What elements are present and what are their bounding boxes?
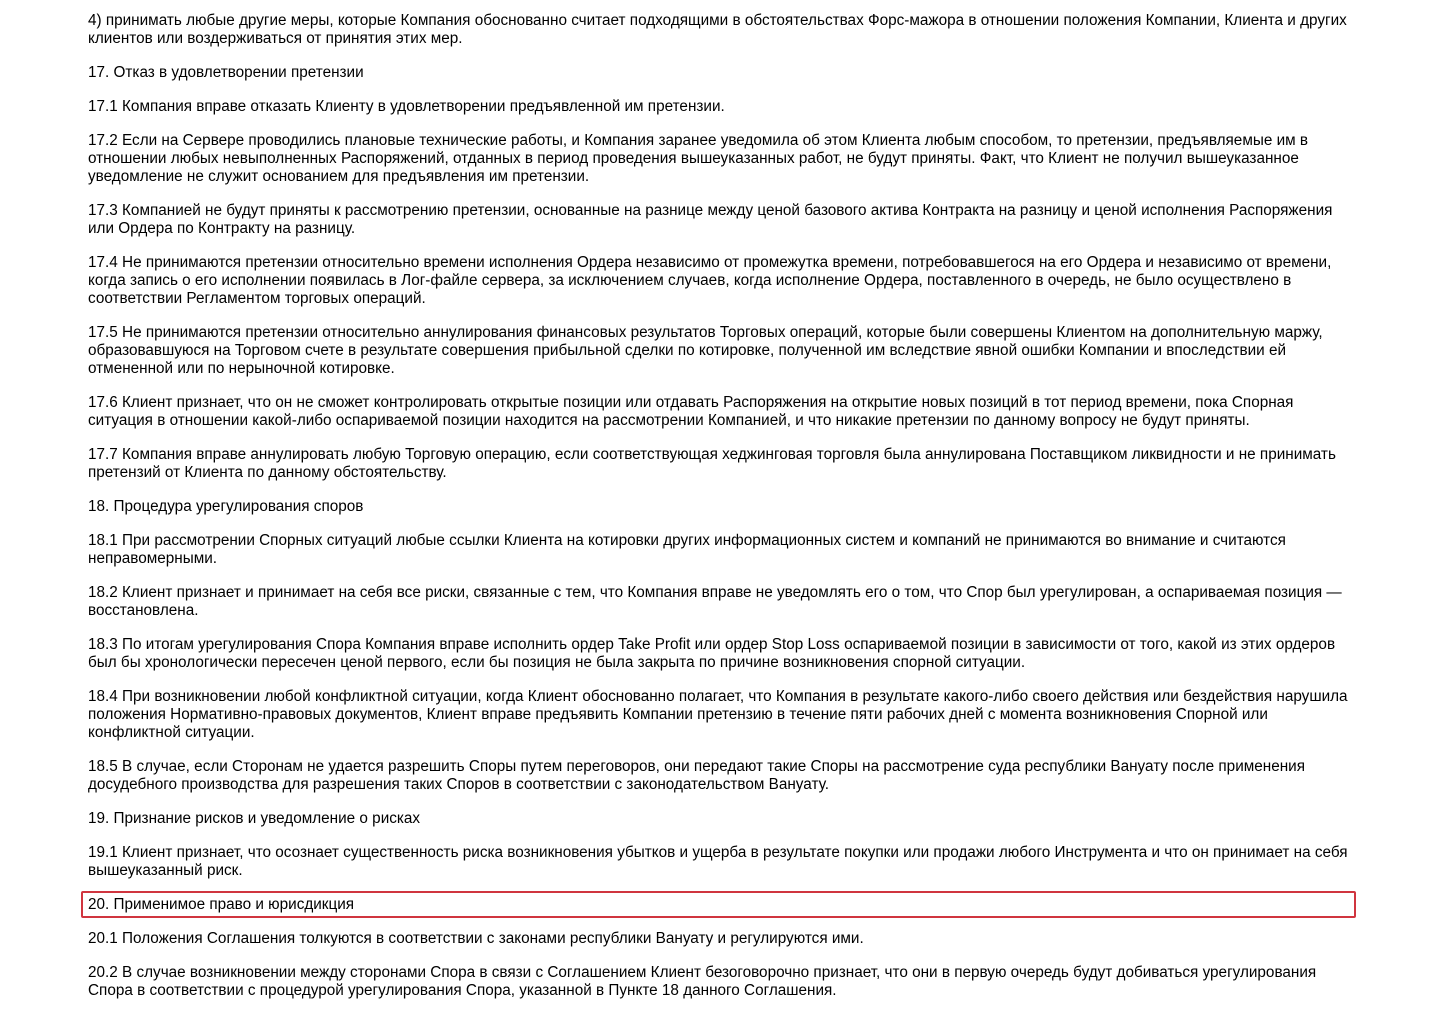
- document-body: [88, 12, 1358, 1016]
- paragraph-17-1: 17.1 Компания вправе отказать Клиенту в удовлетворении предъявленной им претензии.: [88, 98, 725, 115]
- paragraph-19-1: 19.1 Клиент признает, что осознает существенность риска возникновения убытков и ущерба в результате покупки или продажи любого Инструмента и что он принимает на себя вышеуказанный риск.: [88, 844, 1348, 879]
- section-heading-18: 18. Процедура урегулирования споров: [88, 498, 364, 515]
- paragraph-18-2: 18.2 Клиент признает и принимает на себя все риски, связанные с тем, что Компания вправе не уведомлять его о том, что Спор был урегулирован, а оспариваемая позиция — восстановлена.: [88, 584, 1342, 619]
- section-heading-20: 20. Применимое право и юрисдикция: [88, 896, 355, 913]
- paragraph-17-7: 17.7 Компания вправе аннулировать любую Торговую операцию, если соответствующая хеджинговая торговля была аннулирована Поставщиком ликвидности и не принимать претензий от Клиента по данному обстоятельству.: [88, 446, 1336, 481]
- section-heading-19: 19. Признание рисков и уведомление о рисках: [88, 810, 421, 827]
- paragraph-force-majeure-item-4: 4) принимать любые другие меры, которые Компания обоснованно считает подходящими в обстоятельствах Форс-мажора в отношении положения Компании, Клиента и других клиентов или воздерживаться от принятия этих мер.: [88, 12, 1347, 47]
- paragraph-18-3: 18.3 По итогам урегулирования Спора Компания вправе исполнить ордер Take Profit или ордер Stop Loss оспариваемой позиции в зависимости от того, какой из этих ордеров был бы хронологически пересечен ценой первого, если бы позиция не была закрыта по причине возникновения спорной ситуации.: [88, 636, 1336, 671]
- paragraph-17-5: 17.5 Не принимаются претензии относительно аннулирования финансовых результатов Торговых операций, которые были совершены Клиентом на дополнительную маржу, образовавшуюся на Торговом счете в результате совершения прибыльной сделки по котировке, полученной им вследствие явной ошибки Компании и впоследствии ей отмененной или по нерыночной котировке.: [88, 324, 1323, 377]
- paragraph-20-1: 20.1 Положения Соглашения толкуются в соответствии с законами республики Вануату и регулируются ими.: [88, 930, 864, 947]
- section-heading-17: 17. Отказ в удовлетворении претензии: [88, 64, 364, 81]
- paragraph-17-3: 17.3 Компанией не будут приняты к рассмотрению претензии, основанные на разнице между ценой базового актива Контракта на разницу и ценой исполнения Распоряжения или Ордера по Контракту на разницу.: [88, 202, 1333, 237]
- paragraph-20-2: 20.2 В случае возникновении между сторонами Спора в связи с Соглашением Клиент безоговорочно признает, что они в первую очередь будут добиваться урегулирования Спора в соответствии с процедурой урегулирования Спора, указанной в Пункте 18 данного Соглашения.: [88, 964, 1317, 999]
- paragraph-17-4: 17.4 Не принимаются претензии относительно времени исполнения Ордера независимо от промежутка времени, потребовавшегося на его Ордера и независимо от времени, когда запись о его исполнении появилась в Лог-файле сервера, за исключением случаев, когда исполнение Ордера, поставленного в очередь, не было осуществлено в соответствии Регламентом торговых операций.: [88, 254, 1332, 307]
- paragraph-18-1: 18.1 При рассмотрении Спорных ситуаций любые ссылки Клиента на котировки других информационных систем и компаний не принимаются во внимание и считаются неправомерными.: [88, 532, 1286, 567]
- paragraph-18-5: 18.5 В случае, если Сторонам не удается разрешить Споры путем переговоров, они передают такие Споры на рассмотрение суда республики Вануату после применения досудебного производства для разрешения таких Споров в соответствии с законодательством Вануату.: [88, 758, 1305, 793]
- paragraph-17-2: 17.2 Если на Сервере проводились плановые технические работы, и Компания заранее уведомила об этом Клиента любым способом, то претензии, предъявляемые им в отношении любых невыполненных Распоряжений, отданных в период проведения вышеуказанных работ, не будут приняты. Факт, что Клиент не получил вышеуказанное уведомление не служит основанием для предъявления им претензии.: [88, 132, 1309, 185]
- paragraph-18-4: 18.4 При возникновении любой конфликтной ситуации, когда Клиент обоснованно полагает, что Компания в результате какого-либо своего действия или бездействия нарушила положения Нормативно-правовых документов, Клиент вправе предъявить Компании претензию в течение пяти рабочих дней с момента возникновения Спорной или конфликтной ситуации.: [88, 688, 1348, 741]
- paragraph-17-6: 17.6 Клиент признает, что он не сможет контролировать открытые позиции или отдавать Распоряжения на открытие новых позиций в тот период времени, пока Спорная ситуация в отношении какой-либо оспариваемой позиции находится на рассмотрении Компанией, и что никакие претензии по данному вопросу не будут приняты.: [88, 394, 1294, 429]
